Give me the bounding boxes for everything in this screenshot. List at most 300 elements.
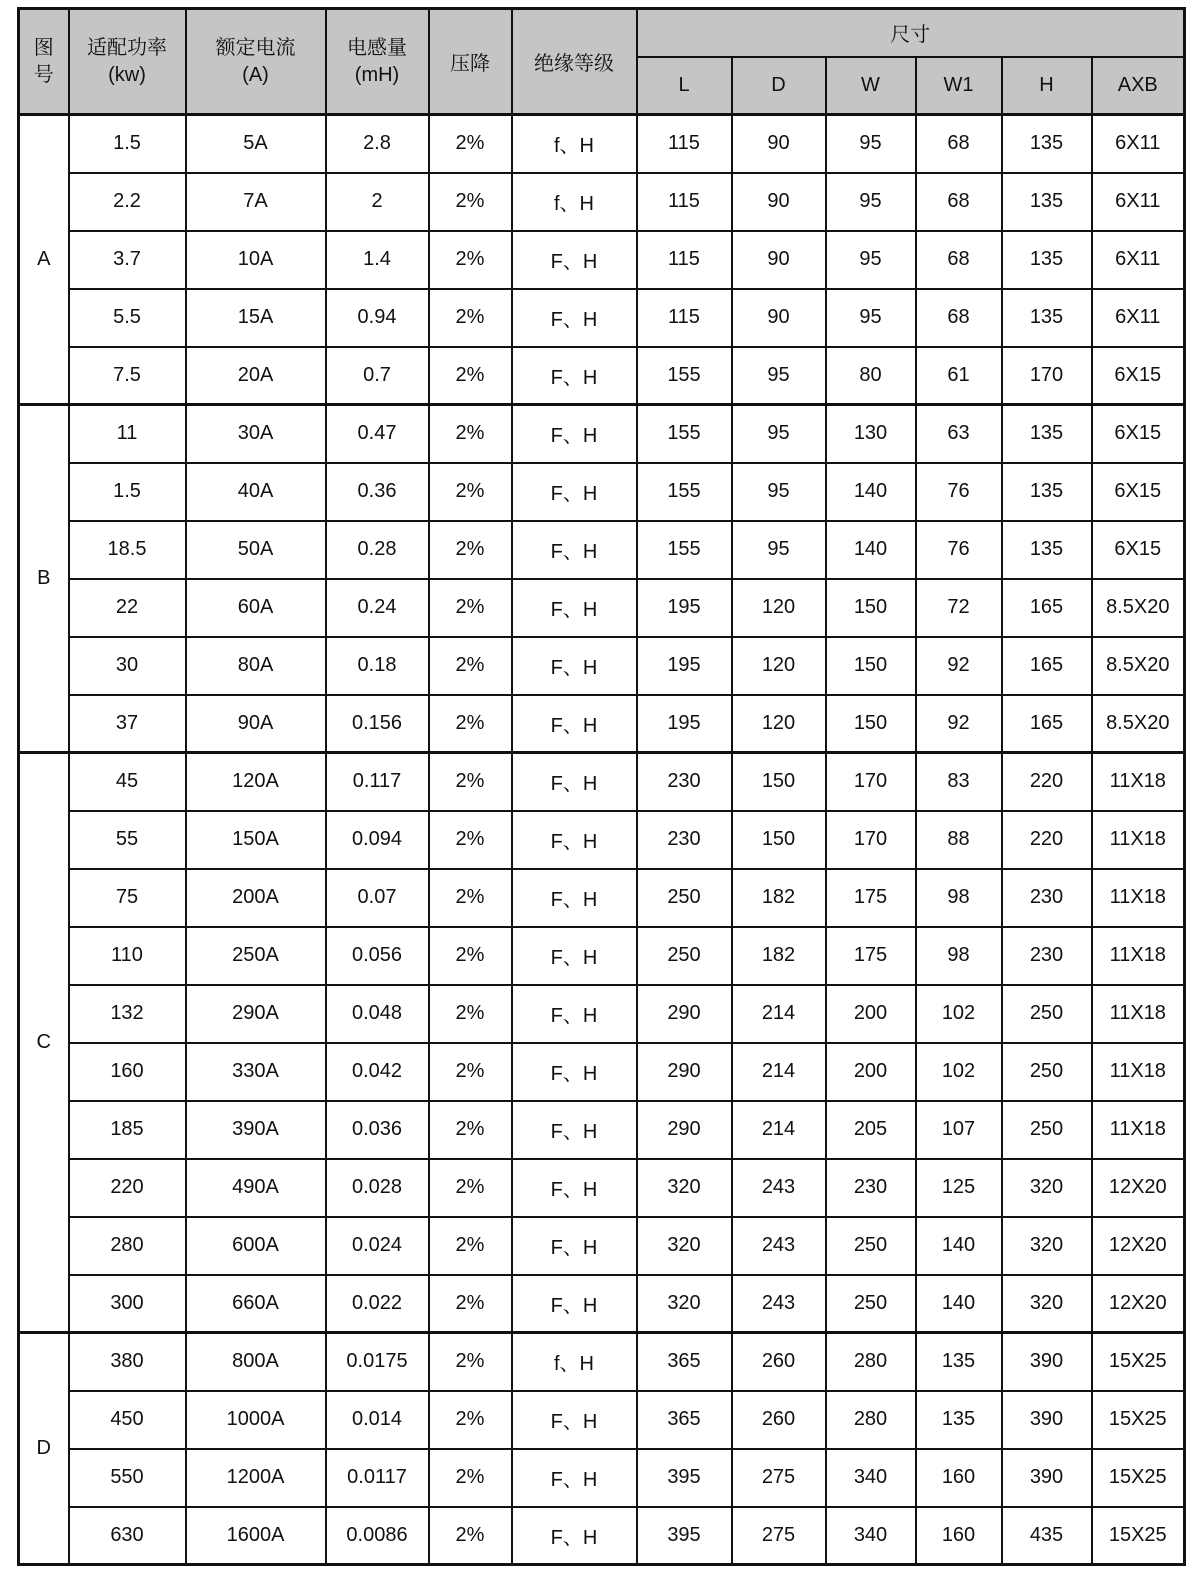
table-cell: 1.5 xyxy=(69,115,186,173)
table-cell: 0.022 xyxy=(326,1275,429,1333)
table-row xyxy=(19,1507,1185,1565)
table-cell: 2% xyxy=(429,637,512,695)
table-cell: 1000A xyxy=(186,1391,326,1449)
table-cell: 320 xyxy=(1002,1275,1092,1333)
table-cell: 380 xyxy=(69,1333,186,1391)
header-current-line1: 额定电流 xyxy=(215,36,296,59)
table-cell: F、H xyxy=(512,1449,637,1507)
table-cell: 45 xyxy=(69,753,186,811)
table-cell: F、H xyxy=(512,1101,637,1159)
table-cell: 150 xyxy=(826,637,916,695)
header-row-top xyxy=(19,9,1185,57)
table-cell: 140 xyxy=(826,463,916,521)
table-cell: 135 xyxy=(916,1391,1002,1449)
header-dim-L: L xyxy=(637,57,732,115)
table-cell: 0.117 xyxy=(326,753,429,811)
table-cell: f、H xyxy=(512,1333,637,1391)
table-cell: 135 xyxy=(1002,115,1092,173)
table-cell: F、H xyxy=(512,463,637,521)
table-cell: 1200A xyxy=(186,1449,326,1507)
table-cell: 2% xyxy=(429,115,512,173)
header-power xyxy=(69,9,186,115)
table-cell: 15X25 xyxy=(1092,1391,1185,1449)
table-cell: 95 xyxy=(732,347,826,405)
table-row xyxy=(19,405,1185,463)
table-cell: 250 xyxy=(826,1275,916,1333)
table-cell: 230 xyxy=(1002,927,1092,985)
table-cell: 7A xyxy=(186,173,326,231)
table-cell: 5A xyxy=(186,115,326,173)
table-cell: 320 xyxy=(1002,1159,1092,1217)
table-cell: F、H xyxy=(512,985,637,1043)
table-cell: F、H xyxy=(512,869,637,927)
table-row xyxy=(19,1449,1185,1507)
table-cell: 0.28 xyxy=(326,521,429,579)
table-cell: F、H xyxy=(512,347,637,405)
table-cell: 390 xyxy=(1002,1333,1092,1391)
header-power-line1: 适配功率 xyxy=(87,36,167,59)
table-cell: 18.5 xyxy=(69,521,186,579)
table-cell: 205 xyxy=(826,1101,916,1159)
table-cell: 2.8 xyxy=(326,115,429,173)
table-cell: 550 xyxy=(69,1449,186,1507)
table-cell: 182 xyxy=(732,927,826,985)
figure-group-label: C xyxy=(19,753,69,1333)
table-cell: 102 xyxy=(916,1043,1002,1101)
table-cell: 290 xyxy=(637,985,732,1043)
table-cell: 30A xyxy=(186,405,326,463)
header-dim-AXB: AXB xyxy=(1092,57,1185,115)
table-cell: F、H xyxy=(512,1275,637,1333)
table-header xyxy=(19,9,1185,115)
table-row xyxy=(19,637,1185,695)
table-cell: 250 xyxy=(826,1217,916,1275)
table-cell: 320 xyxy=(637,1217,732,1275)
table-cell: 10A xyxy=(186,231,326,289)
table-cell: 130 xyxy=(826,405,916,463)
table-cell: 175 xyxy=(826,869,916,927)
table-cell: 175 xyxy=(826,927,916,985)
table-cell: 12X20 xyxy=(1092,1217,1185,1275)
table-cell: 75 xyxy=(69,869,186,927)
table-cell: 88 xyxy=(916,811,1002,869)
table-cell: 80 xyxy=(826,347,916,405)
table-cell: 110 xyxy=(69,927,186,985)
table-cell: 1.5 xyxy=(69,463,186,521)
table-cell: 2% xyxy=(429,1333,512,1391)
table-cell: 2% xyxy=(429,1217,512,1275)
table-row xyxy=(19,753,1185,811)
table-cell: 0.7 xyxy=(326,347,429,405)
table-cell: 80A xyxy=(186,637,326,695)
table-cell: 15X25 xyxy=(1092,1333,1185,1391)
table-cell: 165 xyxy=(1002,695,1092,753)
table-cell: 2% xyxy=(429,405,512,463)
table-cell: 11X18 xyxy=(1092,753,1185,811)
table-cell: 95 xyxy=(826,115,916,173)
table-cell: 155 xyxy=(637,521,732,579)
table-cell: 0.18 xyxy=(326,637,429,695)
table-cell: 83 xyxy=(916,753,1002,811)
table-cell: F、H xyxy=(512,521,637,579)
table-cell: 365 xyxy=(637,1391,732,1449)
table-cell: 2.2 xyxy=(69,173,186,231)
table-cell: 102 xyxy=(916,985,1002,1043)
table-cell: 0.0117 xyxy=(326,1449,429,1507)
table-cell: 0.07 xyxy=(326,869,429,927)
header-current xyxy=(186,9,326,115)
table-cell: 214 xyxy=(732,1043,826,1101)
table-cell: 0.014 xyxy=(326,1391,429,1449)
table-cell: 395 xyxy=(637,1449,732,1507)
header-figure-no-line2: 号 xyxy=(33,63,54,86)
figure-group-label: A xyxy=(19,115,69,405)
header-figure-no-line1: 图 xyxy=(33,36,54,59)
table-cell: 11X18 xyxy=(1092,1101,1185,1159)
table-cell: F、H xyxy=(512,1217,637,1275)
table-cell: 490A xyxy=(186,1159,326,1217)
table-cell: 2% xyxy=(429,1101,512,1159)
table-cell: 150 xyxy=(732,811,826,869)
header-voltage-drop: 压降 xyxy=(429,9,512,115)
table-cell: 6X11 xyxy=(1092,173,1185,231)
table-row xyxy=(19,1217,1185,1275)
table-cell: 220 xyxy=(1002,811,1092,869)
table-cell: 3.7 xyxy=(69,231,186,289)
table-row xyxy=(19,695,1185,753)
table-cell: 132 xyxy=(69,985,186,1043)
table-cell: 330A xyxy=(186,1043,326,1101)
table-cell: 6X11 xyxy=(1092,289,1185,347)
table-cell: 12X20 xyxy=(1092,1275,1185,1333)
table-row xyxy=(19,115,1185,173)
table-cell: 435 xyxy=(1002,1507,1092,1565)
table-cell: 95 xyxy=(826,289,916,347)
table-cell: 320 xyxy=(637,1159,732,1217)
table-cell: F、H xyxy=(512,405,637,463)
table-cell: 63 xyxy=(916,405,1002,463)
table-cell: 15X25 xyxy=(1092,1507,1185,1565)
table-cell: 260 xyxy=(732,1333,826,1391)
table-cell: 6X11 xyxy=(1092,231,1185,289)
table-cell: 115 xyxy=(637,115,732,173)
table-cell: 98 xyxy=(916,869,1002,927)
table-cell: 140 xyxy=(916,1275,1002,1333)
table-cell: 90 xyxy=(732,231,826,289)
table-cell: 0.94 xyxy=(326,289,429,347)
table-cell: 660A xyxy=(186,1275,326,1333)
table-row xyxy=(19,347,1185,405)
table-cell: 340 xyxy=(826,1507,916,1565)
table-cell: 11 xyxy=(69,405,186,463)
table-cell: 150 xyxy=(826,695,916,753)
table-cell: 55 xyxy=(69,811,186,869)
reactor-spec-table xyxy=(17,7,1186,1566)
table-cell: F、H xyxy=(512,927,637,985)
table-cell: 90 xyxy=(732,289,826,347)
table-cell: f、H xyxy=(512,115,637,173)
table-cell: 22 xyxy=(69,579,186,637)
table-cell: 98 xyxy=(916,927,1002,985)
table-row xyxy=(19,1391,1185,1449)
header-power-unit: (kw) xyxy=(108,63,146,86)
table-cell: 2% xyxy=(429,289,512,347)
table-row xyxy=(19,173,1185,231)
table-row xyxy=(19,1159,1185,1217)
table-cell: 20A xyxy=(186,347,326,405)
table-cell: 800A xyxy=(186,1333,326,1391)
table-cell: 250 xyxy=(637,869,732,927)
table-cell: 300 xyxy=(69,1275,186,1333)
header-dim-W: W xyxy=(826,57,916,115)
table-cell: 135 xyxy=(1002,231,1092,289)
table-cell: 230 xyxy=(637,753,732,811)
table-cell: 165 xyxy=(1002,579,1092,637)
table-cell: 11X18 xyxy=(1092,985,1185,1043)
table-cell: F、H xyxy=(512,231,637,289)
header-current-unit: (A) xyxy=(242,63,269,86)
table-cell: 68 xyxy=(916,231,1002,289)
table-cell: 72 xyxy=(916,579,1002,637)
table-cell: 135 xyxy=(916,1333,1002,1391)
table-cell: 320 xyxy=(1002,1217,1092,1275)
table-cell: 135 xyxy=(1002,463,1092,521)
table-cell: 95 xyxy=(826,173,916,231)
header-dim-W1: W1 xyxy=(916,57,1002,115)
table-cell: 135 xyxy=(1002,521,1092,579)
table-cell: F、H xyxy=(512,753,637,811)
table-cell: 2% xyxy=(429,1159,512,1217)
table-cell: 250 xyxy=(637,927,732,985)
table-cell: 68 xyxy=(916,173,1002,231)
table-cell: 250A xyxy=(186,927,326,985)
table-cell: 170 xyxy=(1002,347,1092,405)
table-cell: 61 xyxy=(916,347,1002,405)
table-row xyxy=(19,231,1185,289)
table-cell: 155 xyxy=(637,405,732,463)
table-cell: 11X18 xyxy=(1092,811,1185,869)
table-cell: 15A xyxy=(186,289,326,347)
table-cell: 0.47 xyxy=(326,405,429,463)
table-cell: 290A xyxy=(186,985,326,1043)
table-cell: 140 xyxy=(826,521,916,579)
table-cell: 230 xyxy=(637,811,732,869)
table-cell: 11X18 xyxy=(1092,1043,1185,1101)
table-cell: 76 xyxy=(916,521,1002,579)
table-cell: 8.5X20 xyxy=(1092,637,1185,695)
table-cell: 40A xyxy=(186,463,326,521)
table-cell: 275 xyxy=(732,1449,826,1507)
table-cell: 1.4 xyxy=(326,231,429,289)
table-cell: f、H xyxy=(512,173,637,231)
table-cell: 0.24 xyxy=(326,579,429,637)
header-inductance xyxy=(326,9,429,115)
table-cell: 2% xyxy=(429,1275,512,1333)
table-cell: F、H xyxy=(512,695,637,753)
header-inductance-line1: 电感量 xyxy=(347,36,407,59)
table-row xyxy=(19,579,1185,637)
table-cell: 2 xyxy=(326,173,429,231)
table-cell: 135 xyxy=(1002,289,1092,347)
table-cell: 160 xyxy=(69,1043,186,1101)
table-cell: 30 xyxy=(69,637,186,695)
table-cell: 120 xyxy=(732,579,826,637)
table-cell: F、H xyxy=(512,637,637,695)
header-dimensions: 尺寸 xyxy=(637,9,1185,57)
table-cell: 243 xyxy=(732,1217,826,1275)
table-cell: 6X15 xyxy=(1092,405,1185,463)
table-cell: 107 xyxy=(916,1101,1002,1159)
table-cell: 95 xyxy=(732,463,826,521)
header-dim-H: H xyxy=(1002,57,1092,115)
table-cell: 185 xyxy=(69,1101,186,1159)
table-cell: 68 xyxy=(916,289,1002,347)
table-cell: 11X18 xyxy=(1092,869,1185,927)
table-cell: 135 xyxy=(1002,173,1092,231)
table-cell: 90 xyxy=(732,173,826,231)
table-cell: F、H xyxy=(512,1043,637,1101)
table-cell: 0.024 xyxy=(326,1217,429,1275)
table-cell: 250 xyxy=(1002,985,1092,1043)
table-cell: 135 xyxy=(1002,405,1092,463)
table-cell: 200 xyxy=(826,1043,916,1101)
table-cell: 220 xyxy=(69,1159,186,1217)
table-cell: 6X15 xyxy=(1092,347,1185,405)
figure-group-label: B xyxy=(19,405,69,753)
table-cell: 125 xyxy=(916,1159,1002,1217)
table-cell: 630 xyxy=(69,1507,186,1565)
table-cell: 115 xyxy=(637,173,732,231)
table-cell: 243 xyxy=(732,1275,826,1333)
table-cell: 600A xyxy=(186,1217,326,1275)
table-cell: 115 xyxy=(637,289,732,347)
table-cell: 160 xyxy=(916,1507,1002,1565)
table-cell: 68 xyxy=(916,115,1002,173)
table-cell: 365 xyxy=(637,1333,732,1391)
table-cell: 150 xyxy=(732,753,826,811)
table-cell: 260 xyxy=(732,1391,826,1449)
table-cell: 92 xyxy=(916,695,1002,753)
table-cell: 250 xyxy=(1002,1101,1092,1159)
table-cell: 0.094 xyxy=(326,811,429,869)
table-cell: 90 xyxy=(732,115,826,173)
table-cell: 280 xyxy=(826,1391,916,1449)
header-inductance-unit: (mH) xyxy=(354,63,400,86)
table-cell: 120A xyxy=(186,753,326,811)
table-cell: F、H xyxy=(512,1507,637,1565)
table-cell: 11X18 xyxy=(1092,927,1185,985)
table-cell: 0.028 xyxy=(326,1159,429,1217)
table-cell: 8.5X20 xyxy=(1092,579,1185,637)
table-cell: 6X15 xyxy=(1092,463,1185,521)
table-row xyxy=(19,1043,1185,1101)
table-row xyxy=(19,985,1185,1043)
table-cell: 160 xyxy=(916,1449,1002,1507)
table-cell: 390 xyxy=(1002,1391,1092,1449)
table-cell: 2% xyxy=(429,347,512,405)
table-cell: 390 xyxy=(1002,1449,1092,1507)
table-cell: 280 xyxy=(826,1333,916,1391)
table-cell: 220 xyxy=(1002,753,1092,811)
table-cell: 195 xyxy=(637,695,732,753)
table-cell: 214 xyxy=(732,1101,826,1159)
header-dim-D: D xyxy=(732,57,826,115)
table-cell: 195 xyxy=(637,637,732,695)
table-cell: 0.156 xyxy=(326,695,429,753)
table-cell: 76 xyxy=(916,463,1002,521)
table-cell: 275 xyxy=(732,1507,826,1565)
table-cell: 2% xyxy=(429,1391,512,1449)
table-cell: 182 xyxy=(732,869,826,927)
table-cell: 37 xyxy=(69,695,186,753)
table-cell: 170 xyxy=(826,811,916,869)
table-cell: 2% xyxy=(429,811,512,869)
table-row xyxy=(19,1101,1185,1159)
table-cell: 0.36 xyxy=(326,463,429,521)
table-cell: 150A xyxy=(186,811,326,869)
table-cell: 195 xyxy=(637,579,732,637)
table-cell: F、H xyxy=(512,289,637,347)
table-cell: F、H xyxy=(512,579,637,637)
table-cell: 243 xyxy=(732,1159,826,1217)
table-cell: 214 xyxy=(732,985,826,1043)
table-cell: 95 xyxy=(732,521,826,579)
table-cell: 5.5 xyxy=(69,289,186,347)
table-cell: 140 xyxy=(916,1217,1002,1275)
table-cell: 280 xyxy=(69,1217,186,1275)
table-cell: 200A xyxy=(186,869,326,927)
table-cell: 2% xyxy=(429,521,512,579)
table-cell: 12X20 xyxy=(1092,1159,1185,1217)
table-cell: 230 xyxy=(826,1159,916,1217)
table-cell: 115 xyxy=(637,231,732,289)
table-cell: 2% xyxy=(429,1507,512,1565)
table-row xyxy=(19,1333,1185,1391)
table-cell: 150 xyxy=(826,579,916,637)
table-cell: 2% xyxy=(429,579,512,637)
figure-group-label: D xyxy=(19,1333,69,1565)
table-cell: 2% xyxy=(429,231,512,289)
table-cell: 170 xyxy=(826,753,916,811)
table-cell: 7.5 xyxy=(69,347,186,405)
table-cell: 1600A xyxy=(186,1507,326,1565)
table-cell: 250 xyxy=(1002,1043,1092,1101)
table-cell: 8.5X20 xyxy=(1092,695,1185,753)
table-cell: 320 xyxy=(637,1275,732,1333)
table-cell: 230 xyxy=(1002,869,1092,927)
table-cell: 92 xyxy=(916,637,1002,695)
table-row xyxy=(19,289,1185,347)
table-cell: 95 xyxy=(826,231,916,289)
table-cell: 0.056 xyxy=(326,927,429,985)
table-cell: 155 xyxy=(637,347,732,405)
table-cell: 95 xyxy=(732,405,826,463)
table-cell: 6X15 xyxy=(1092,521,1185,579)
table-cell: 60A xyxy=(186,579,326,637)
table-cell: 2% xyxy=(429,753,512,811)
table-cell: 2% xyxy=(429,985,512,1043)
table-cell: 2% xyxy=(429,1043,512,1101)
table-row xyxy=(19,1275,1185,1333)
table-cell: 450 xyxy=(69,1391,186,1449)
table-cell: 6X11 xyxy=(1092,115,1185,173)
table-cell: 120 xyxy=(732,637,826,695)
table-cell: 0.042 xyxy=(326,1043,429,1101)
table-cell: F、H xyxy=(512,1159,637,1217)
table-cell: 340 xyxy=(826,1449,916,1507)
table-cell: 2% xyxy=(429,927,512,985)
table-cell: 2% xyxy=(429,173,512,231)
